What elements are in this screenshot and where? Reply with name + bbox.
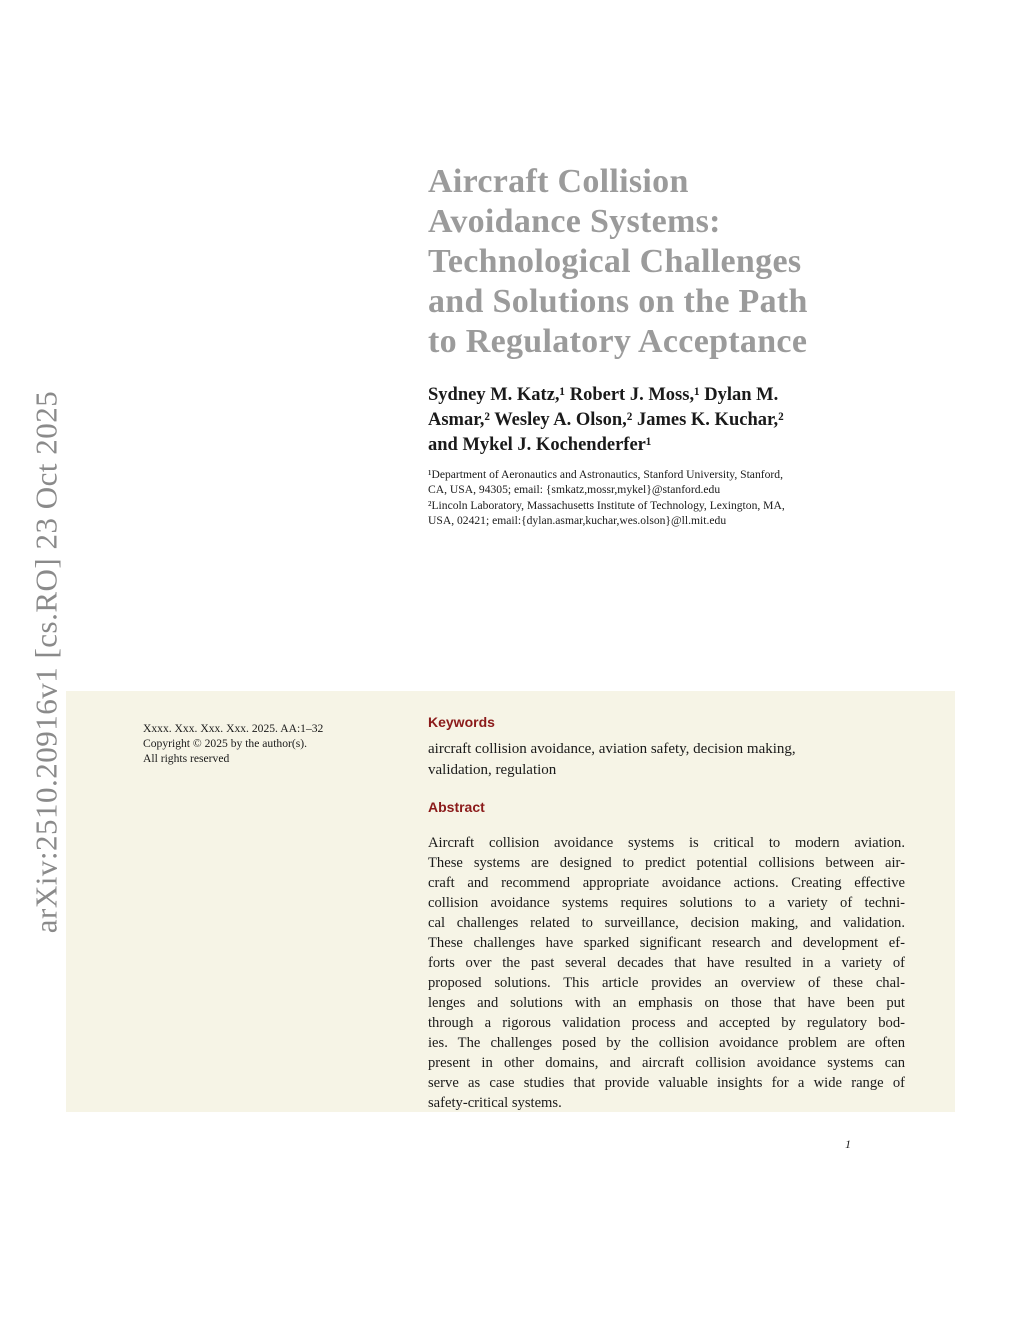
- keywords-line: aircraft collision avoidance, aviation safety, decision making,: [428, 741, 796, 757]
- abstract-line: proposed solutions. This article provides an overview of these chal-: [428, 975, 905, 991]
- affiliations: [428, 467, 898, 529]
- keywords-list: [428, 739, 908, 780]
- author-line: Sydney M. Katz,¹ Robert J. Moss,¹ Dylan M.: [428, 385, 779, 405]
- abstract-line: ies. The challenges posed by the collision avoidance problem are often: [428, 1035, 905, 1051]
- copyright-line: Copyright © 2025 by the author(s).: [143, 737, 308, 750]
- abstract-body: [428, 833, 905, 1113]
- abstract-heading: Abstract: [428, 799, 485, 815]
- paper-title: [428, 162, 908, 362]
- abstract-line: present in other domains, and aircraft collision avoidance systems can: [428, 1055, 905, 1071]
- title-line: Avoidance Systems:: [428, 203, 721, 240]
- affiliation-line: ²Lincoln Laboratory, Massachusetts Institute of Technology, Lexington, MA,: [428, 498, 785, 512]
- affiliation-line: ¹Department of Aeronautics and Astronautics, Stanford University, Stanford,: [428, 468, 783, 481]
- abstract-line: cal challenges related to surveillance, decision making, and validation.: [428, 915, 905, 931]
- abstract-line: serve as case studies that provide valuable insights for a wide range of: [428, 1075, 905, 1091]
- abstract-line: These systems are designed to predict potential collisions between air-: [428, 855, 905, 871]
- author-line: and Mykel J. Kochenderfer¹: [428, 435, 652, 455]
- journal-citation: Xxxx. Xxx. Xxx. Xxx. 2025. AA:1–32: [143, 722, 324, 735]
- journal-info: [143, 721, 403, 766]
- affiliation-line: CA, USA, 94305; email: {smkatz,mossr,mykel}@stanford.edu: [428, 483, 721, 497]
- abstract-line: lenges and solutions with an emphasis on those that have been put: [428, 995, 905, 1011]
- abstract-line: through a rigorous validation process and accepted by regulatory bod-: [428, 1015, 905, 1031]
- page-number: 1: [845, 1137, 851, 1151]
- abstract-line: Aircraft collision avoidance systems is critical to modern aviation.: [428, 835, 905, 851]
- abstract-line: craft and recommend appropriate avoidance actions. Creating effective: [428, 875, 905, 891]
- author-line: Asmar,² Wesley A. Olson,² James K. Kuchar,²: [428, 410, 784, 430]
- keywords-line: validation, regulation: [428, 761, 557, 778]
- keywords-heading: Keywords: [428, 714, 495, 730]
- title-line: and Solutions on the Path: [428, 283, 808, 320]
- rights-line: All rights reserved: [143, 752, 230, 765]
- title-line: Aircraft Collision: [428, 163, 689, 200]
- title-line: Technological Challenges: [428, 243, 802, 280]
- affiliation-line: USA, 02421; email:{dylan.asmar,kuchar,wes.olson}@ll.mit.edu: [428, 514, 727, 528]
- arxiv-identifier-text: arXiv:2510.20916v1 [cs.RO] 23 Oct 2025: [28, 390, 63, 934]
- abstract-line: collision avoidance systems requires solutions to a variety of techni-: [428, 895, 905, 911]
- abstract-line: forts over the past several decades that have resulted in a variety of: [428, 955, 905, 971]
- abstract-line: safety-critical systems.: [428, 1095, 562, 1111]
- author-list: [428, 383, 898, 458]
- abstract-line: These challenges have sparked significant research and development ef-: [428, 935, 905, 951]
- title-line: to Regulatory Acceptance: [428, 323, 808, 360]
